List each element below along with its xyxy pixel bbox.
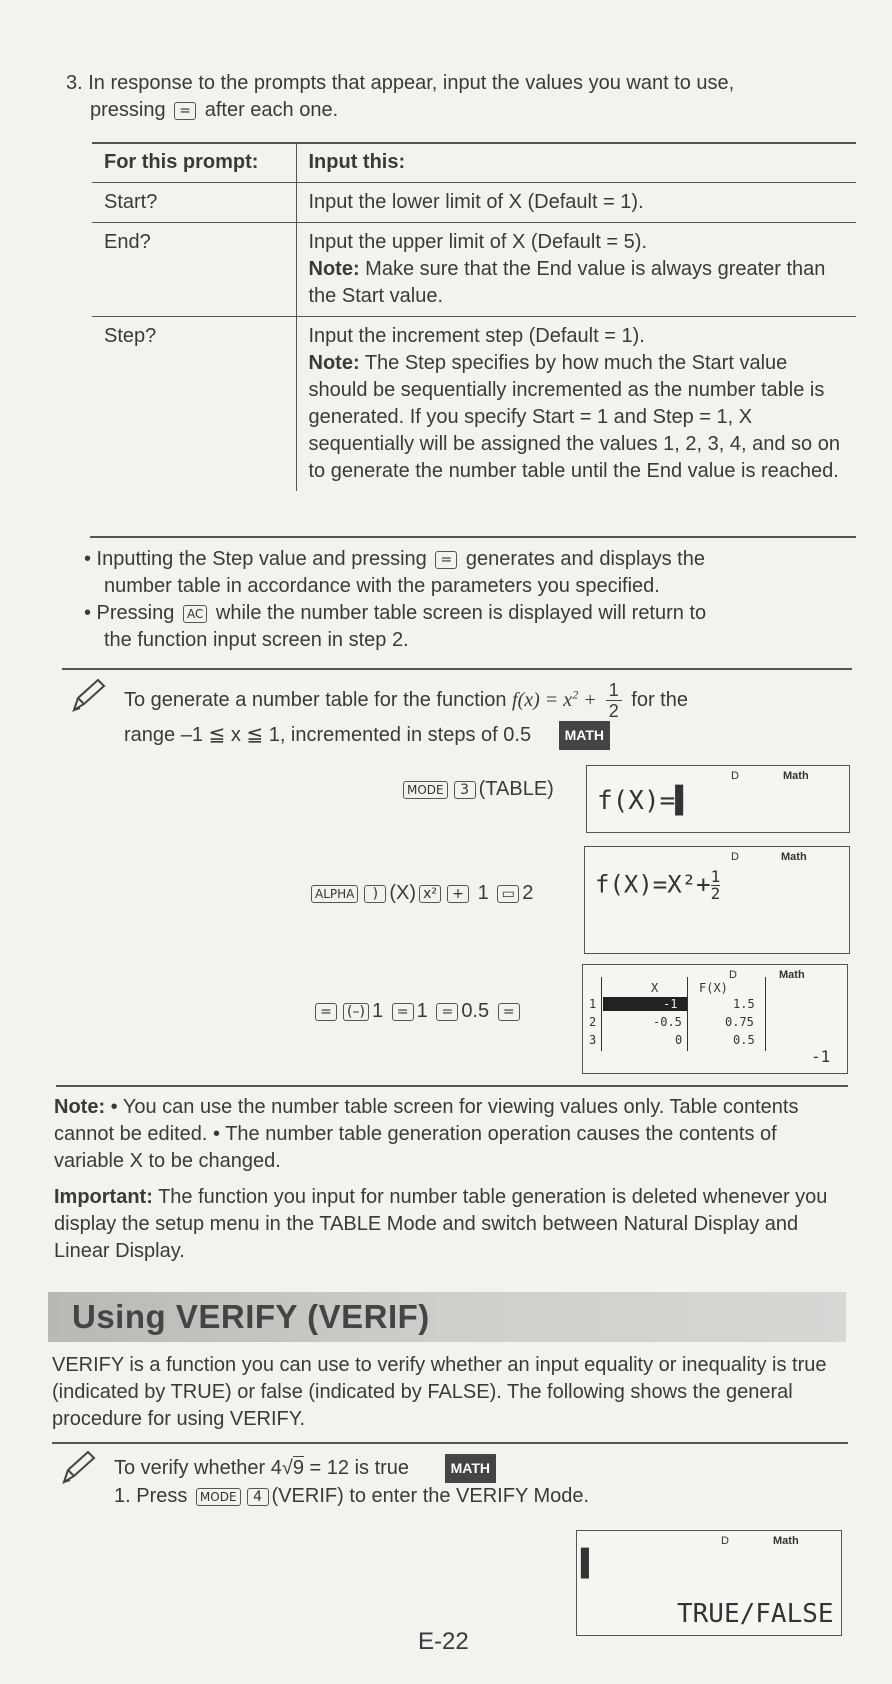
display-indicator: D [731, 770, 739, 782]
step3-instruction: 3. In response to the prompts that appear, input the values you want to use, pressing = after each one. [66, 72, 735, 121]
lcd-content: f(X)=▌ [597, 786, 691, 816]
equals-key-icon: = [315, 1003, 337, 1021]
table-header-row [92, 143, 856, 183]
number-table [589, 977, 769, 1053]
table-cell: 1.5 [733, 997, 755, 1011]
example-top-rule [62, 668, 852, 670]
example2-top-rule [52, 1442, 848, 1444]
display-indicator: D [731, 851, 739, 863]
column-fx-header: F(X) [699, 981, 728, 995]
table-cell: 0.75 [725, 1015, 754, 1029]
table-row [92, 223, 856, 317]
math-badge: MATH [445, 1454, 496, 1483]
row-number: 1 [589, 997, 597, 1011]
bullet-item: • Inputting the Step value and pressing = generates and displays the number table in accordance with the parameters you specified. [84, 548, 705, 597]
row-number: 2 [589, 1015, 597, 1029]
sqrt-symbol: √ [281, 1456, 293, 1479]
important-paragraph: Important: The function you input for number table generation is deleted whenever you display the setup menu in the TABLE Mode and switch between Natural Display and Linear Display. [54, 1186, 828, 1262]
math-mode-indicator: Math [781, 851, 807, 863]
paren-key-icon: ) [364, 885, 386, 903]
table-cell: 0.5 [733, 1033, 755, 1047]
equals-key-icon: = [435, 551, 457, 569]
bullet-item: • Pressing AC while the number table screen is displayed will return to the function input screen in step 2. [84, 602, 707, 651]
row-number: 3 [589, 1033, 597, 1047]
table-row [92, 183, 856, 223]
input-start: Input the lower limit of X (Default = 1). [296, 183, 856, 223]
table-cell: -0.5 [653, 1015, 682, 1029]
fraction-key-icon: ▭ [497, 885, 519, 903]
equals-key-icon: = [498, 1003, 520, 1021]
example2-description: To verify whether 4√9 = 12 is true MATH 1. Press MODE 4 (VERIF) to enter the VERIFY Mode. [114, 1454, 854, 1510]
pencil-icon [58, 1448, 98, 1488]
lcd-bottom-value: -1 [811, 1047, 831, 1066]
four-key-icon: 4 [247, 1488, 269, 1506]
plus-key-icon: + [447, 885, 469, 903]
table-header-prompt: For this prompt: [92, 143, 296, 183]
note-paragraph: Note: • You can use the number table screen for viewing values only. Table contents cannot be edited. • The number table generation operation causes the contents of variable X to be changed. [54, 1096, 799, 1172]
bullet-list [84, 546, 860, 654]
section-intro: VERIFY is a function you can use to verify whether an input equality or inequality is true (indicated by TRUE) or false (indicated by FALSE). The following shows the general procedure for using VERIFY. [52, 1354, 827, 1430]
lcd-cursor: ▌ [581, 1549, 597, 1579]
math-badge: MATH [559, 721, 610, 750]
keystroke-row-2: ALPHA ) (X) x² + 1 ▭ 2 [308, 880, 533, 907]
page-number: E-22 [418, 1628, 469, 1655]
table-row [92, 317, 856, 492]
equals-key-icon: = [392, 1003, 414, 1021]
negative-key-icon: (–) [343, 1003, 369, 1021]
lcd-screen-verify [576, 1530, 842, 1636]
three-key-icon: 3 [454, 781, 476, 799]
equals-key-icon: = [174, 102, 196, 120]
section-header [48, 1292, 846, 1342]
display-indicator: D [729, 969, 737, 981]
example-bottom-rule [56, 1085, 848, 1087]
mode-key-icon: MODE [196, 1488, 241, 1506]
section-title: Using VERIFY (VERIF) [72, 1298, 430, 1335]
input-step: Input the increment step (Default = 1). Note: The Step specifies by how much the Start value should be sequentially incremented as the number table is generated. If you specify Start = 1 and Step = 1, X sequentially will be assigned the values 1, 2, 3, 4, and so on to generate the number table until the End value is reached. [296, 317, 856, 492]
mode-key-icon: MODE [403, 781, 448, 799]
table-cell: 0 [675, 1033, 683, 1047]
keystroke-row-1: MODE 3 (TABLE) [400, 776, 554, 803]
keystroke-row-3: = (–) 1 = 1 = 0.5 = [312, 998, 523, 1025]
function-expression: $f(x) = x^2$ + [512, 687, 597, 711]
lcd-content: f(X)=X²+ $\frac{1}{2}$ [595, 867, 721, 903]
lcd-screen-2 [584, 846, 850, 954]
table-cell: -1 [663, 997, 678, 1011]
lcd-screen-3 [582, 964, 848, 1074]
equals-key-icon: = [436, 1003, 458, 1021]
alpha-key-icon: ALPHA [311, 885, 358, 903]
column-x-header: X [651, 981, 659, 995]
display-indicator: D [721, 1535, 729, 1547]
prompt-end: End? [92, 223, 296, 317]
math-mode-indicator: Math [773, 1535, 799, 1547]
true-false-status: TRUE/FALSE [677, 1599, 834, 1629]
math-mode-indicator: Math [783, 770, 809, 782]
prompt-table [92, 143, 856, 491]
fraction: $\frac{1}{2}$ [606, 680, 622, 721]
lcd-screen-1 [586, 765, 850, 833]
math-mode-indicator: Math [779, 969, 805, 981]
pencil-icon [68, 676, 108, 716]
table-bottom-rule [90, 536, 856, 538]
table-header-input: Input this: [308, 151, 406, 173]
input-end: Input the upper limit of X (Default = 5). Note: Make sure that the End value is always greater than the Start value. [296, 223, 856, 317]
example1-description: To generate a number table for the function $f(x) = x^2$ + $\frac{1}{2}$ for the range –1 ≦ x ≦ 1, incremented in steps of 0.5 MATH [124, 680, 864, 750]
prompt-step: Step? [92, 317, 296, 492]
square-key-icon: x² [419, 885, 441, 903]
prompt-start: Start? [92, 183, 296, 223]
ac-key-icon: AC [183, 605, 207, 623]
